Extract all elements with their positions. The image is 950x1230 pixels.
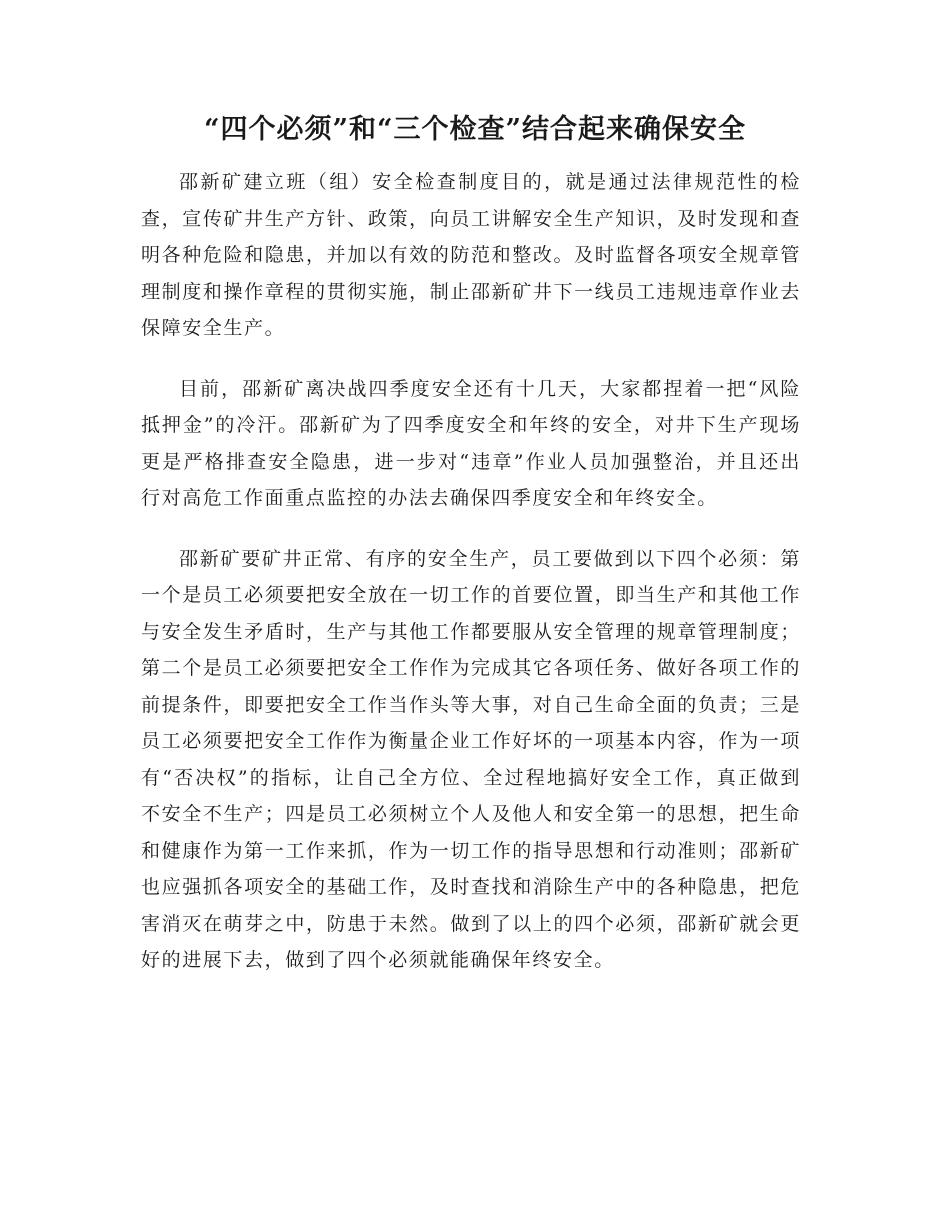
paragraph-2: 目前，邵新矿离决战四季度安全还有十几天，大家都捏着一把“风险抵押金”的冷汗。邵新矿为了四季度安全和年终的安全，对井下生产现场更是严格排查安全隐患，进一步对“违章”作业人员加强整治，并且还出行对高危工作面重点监控的办法去确保四季度安全和年终安全。 [141,377,801,509]
paragraph-3: 邵新矿要矿井正常、有序的安全生产，员工要做到以下四个必须：第一个是员工必须要把安全放在一切工作的首要位置，即当生产和其他工作与安全发生矛盾时，生产与其他工作都要服从安全管理的规章管理制度；第二个是员工必须要把安全工作作为完成其它各项任务、做好各项工作的前提条件，即要把安全工作当作头等大事，对自己生命全面的负责；三是员工必须要把安全工作作为衡量企业工作好坏的一项基本内容，作为一项有“否决权”的指标，让自己全方位、全过程地搞好安全工作，真正做到不安全不生产；四是员工必须树立个人及他人和安全第一的思想，把生命和健康作为第一工作来抓，作为一切工作的指导思想和行动准则；邵新矿也应强抓各项安全的基础工作，及时查找和消除生产中的各种隐患，把危害消灭在萌芽之中，防患于未然。做到了以上的四个必须，邵新矿就会更好的进展下去，做到了四个必须就能确保年终安全。 [141,547,801,971]
document-body [141,164,801,1003]
paragraph-1: 邵新矿建立班（组）安全检查制度目的，就是通过法律规范性的检查，宣传矿井生产方针、政策，向员工讲解安全生产知识，及时发现和查明各种危险和隐患，并加以有效的防范和整改。及时监督各项安全规章管理制度和操作章程的贯彻实施，制止邵新矿井下一线员工违规违章作业去保障安全生产。 [141,171,801,339]
document-title: “四个必须”和“三个检查”结合起来确保安全 [203,114,747,145]
